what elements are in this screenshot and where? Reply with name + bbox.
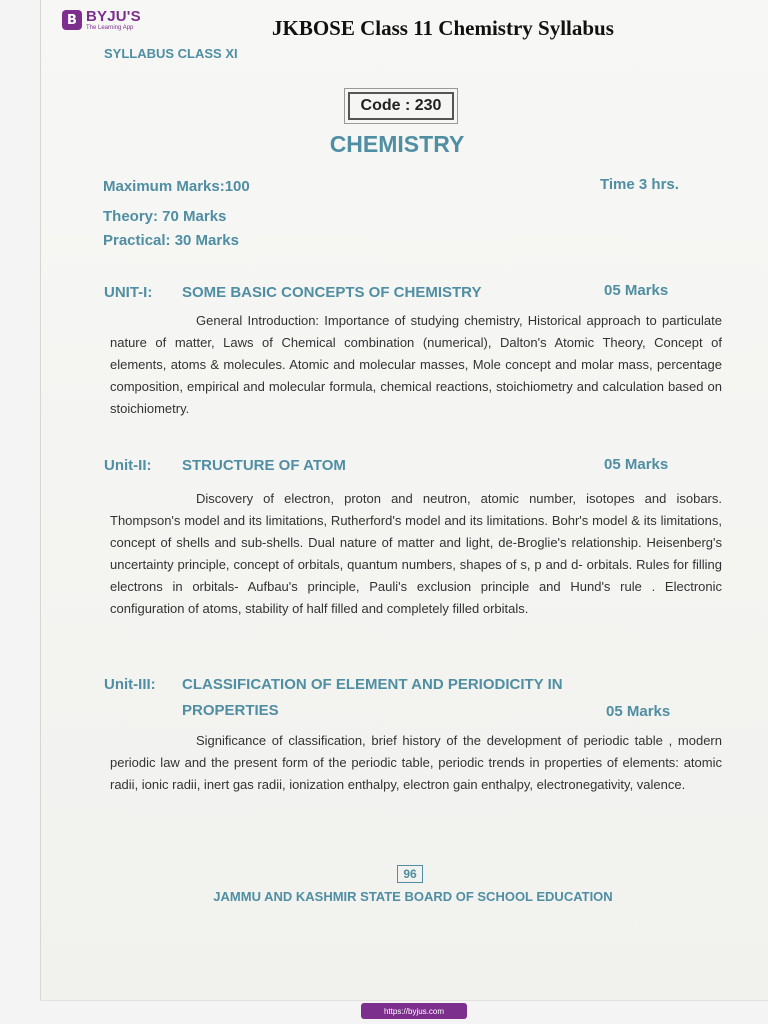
unit-description: General Introduction: Importance of studying chemistry, Historical approach to particulate nature of matter, Laws of Chemical combination (numerical), Dalton's Atomic Theory, Concept of elements, atoms & molecules. Atomic and molecular masses, Mole concept and molar mass, percentage composition, empirical and molecular formula, chemical reactions, stoichiometry and calculation based on stoichiometry. (110, 313, 722, 416)
unit-label: Unit-III: (104, 676, 156, 693)
byjus-url-link[interactable] (361, 1003, 467, 1019)
unit-marks: 05 Marks (606, 703, 671, 720)
theory-marks: Theory: 70 Marks (103, 208, 227, 225)
unit-label: Unit-II: (104, 457, 152, 474)
unit-description: Significance of classification, brief history of the development of periodic table , modern periodic law and the present form of the periodic table, periodic trends in properties of elements: atomic radii, ionic radii, inert gas radii, ionization enthalpy, electron gain enthalpy, electronegativity, valence. (110, 733, 722, 792)
practical-marks: Practical: 30 Marks (103, 232, 239, 249)
unit-marks: 05 Marks (604, 456, 669, 473)
brand-tagline: The Learning App (86, 25, 134, 31)
unit-title: PROPERTIES (182, 702, 279, 719)
byjus-logo[interactable] (62, 9, 141, 31)
exam-time: Time 3 hrs. (600, 176, 679, 193)
syllabus-label: SYLLABUS CLASS XI (104, 46, 238, 61)
url-text: https://byjus.com (383, 1006, 445, 1016)
brand-name: BYJU'S (86, 8, 141, 25)
page-number-box (397, 865, 423, 883)
page-title: JKBOSE Class 11 Chemistry Syllabus (272, 16, 614, 40)
subject-code: Code : 230 (360, 97, 442, 114)
byjus-logo-icon: B (62, 10, 82, 30)
page-number: 96 (403, 867, 417, 881)
unit-label: UNIT-I: (104, 284, 153, 301)
unit-title: SOME BASIC CONCEPTS OF CHEMISTRY (182, 284, 482, 301)
unit-description: Discovery of electron, proton and neutron, atomic number, isotopes and isobars. Thompson's model and its limitations, Rutherford's model and its limitations. Bohr's model & its limitations, concept of shells and sub-shells. Dual nature of matter and light, de-Broglie's relationship. Heisenberg's uncertainty principle, concept of orbitals, quantum numbers, shapes of s, p and d- orbitals. Rules for filling electrons in orbitals- Aufbau's principle, Pauli's exclusion principle and Hund's rule . Electronic configuration of atoms, stability of half filled and completely filled orbitals. (110, 491, 722, 616)
subject-title: CHEMISTRY (329, 131, 465, 157)
unit-title: CLASSIFICATION OF ELEMENT AND PERIODICITY IN (182, 676, 563, 693)
unit-marks: 05 Marks (604, 282, 669, 299)
unit-title: STRUCTURE OF ATOM (182, 457, 346, 474)
maximum-marks: Maximum Marks:100 (103, 178, 250, 195)
board-name: JAMMU AND KASHMIR STATE BOARD OF SCHOOL EDUCATION (213, 889, 613, 904)
subject-code-box (348, 92, 454, 120)
